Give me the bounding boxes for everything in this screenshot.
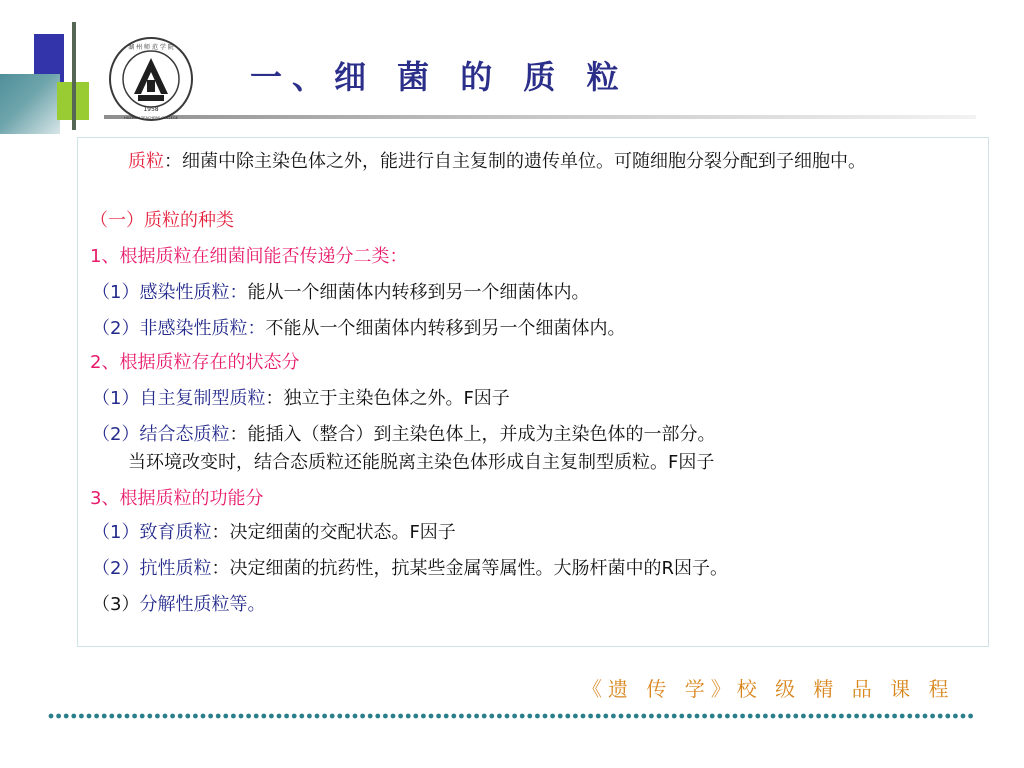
section-3-heading: 3、根据质粒的功能分	[90, 488, 264, 509]
decor-vertical-line	[72, 22, 76, 130]
divider-dot	[155, 714, 160, 719]
divider-dot	[391, 714, 396, 719]
divider-dot	[672, 714, 677, 719]
divider-dot	[284, 714, 289, 719]
section-1-item-1	[92, 282, 589, 304]
divider-dot	[885, 714, 890, 719]
divider-dot	[102, 714, 107, 719]
slide-title: 一、细 菌 的 质 粒	[250, 58, 629, 96]
divider-dot	[163, 714, 168, 719]
divider-dot	[961, 714, 966, 719]
item-term: 分解性质粒等。	[139, 594, 266, 615]
divider-dot	[277, 714, 282, 719]
divider-dot	[383, 714, 388, 719]
divider-dot	[771, 714, 776, 719]
divider-dot	[679, 714, 684, 719]
divider-dot	[436, 714, 441, 719]
divider-dot	[558, 714, 563, 719]
section-1-heading: 1、根据质粒在细菌间能否传递分二类：	[90, 246, 408, 267]
divider-dot	[125, 714, 130, 719]
divider-dot	[429, 714, 434, 719]
divider-dot	[862, 714, 867, 719]
divider-dot	[497, 714, 502, 719]
divider-dot	[292, 714, 297, 719]
divider-dot	[330, 714, 335, 719]
definition-text: ：细菌中除主染色体之外，能进行自主复制的遗传单位。可随细胞分裂分配到子细胞中。	[164, 151, 866, 172]
heading-plasmid-types: （一）质粒的种类	[90, 210, 234, 231]
divider-dot	[786, 714, 791, 719]
divider-dot	[755, 714, 760, 719]
divider-dot	[315, 714, 320, 719]
divider-dot	[717, 714, 722, 719]
decor-teal-square	[0, 74, 60, 134]
divider-dot	[740, 714, 745, 719]
divider-dot	[550, 714, 555, 719]
divider-dot	[239, 714, 244, 719]
divider-dot	[649, 714, 654, 719]
item-term: 致育质粒	[139, 522, 212, 543]
divider-dot	[778, 714, 783, 719]
logo-year: 1958	[143, 106, 159, 113]
divider-dot	[831, 714, 836, 719]
divider-dot	[216, 714, 221, 719]
divider-dot	[261, 714, 266, 719]
divider-dot	[71, 714, 76, 719]
divider-dot	[413, 714, 418, 719]
divider-dot	[193, 714, 198, 719]
section-2-heading: 2、根据质粒存在的状态分	[90, 352, 300, 373]
divider-dot	[626, 714, 631, 719]
section-2-item-2	[92, 424, 715, 446]
section-3-item-3	[92, 594, 265, 616]
divider-dot	[375, 714, 380, 719]
divider-dot	[109, 714, 114, 719]
section-3-item-1	[92, 522, 456, 544]
divider-dot	[147, 714, 152, 719]
section-3-item-2	[92, 558, 728, 580]
logo-top-text: 湖 州 师 范 学 院	[128, 44, 174, 51]
divider-dot	[793, 714, 798, 719]
divider-dot	[444, 714, 449, 719]
item-text: 能从一个细菌体内转移到另一个细菌体内。	[247, 282, 590, 303]
divider-dot	[953, 714, 958, 719]
divider-dot	[892, 714, 897, 719]
section-2-item-2-continuation: 当环境改变时，结合态质粒还能脱离主染色体形成自主复制型质粒。F因子	[128, 452, 715, 473]
divider-dot	[269, 714, 274, 719]
divider-dot	[657, 714, 662, 719]
divider-dot	[748, 714, 753, 719]
item-term: 感染性质粒：	[139, 282, 248, 303]
divider-dot	[117, 714, 122, 719]
divider-dot	[809, 714, 814, 719]
divider-dot	[246, 714, 251, 719]
divider-dot	[733, 714, 738, 719]
divider-dot	[816, 714, 821, 719]
item-term: 自主复制型质粒	[139, 388, 266, 409]
divider-dot	[695, 714, 700, 719]
divider-dot	[170, 714, 175, 719]
divider-dot	[527, 714, 532, 719]
divider-dot	[619, 714, 624, 719]
divider-dot	[178, 714, 183, 719]
divider-dot	[938, 714, 943, 719]
divider-dot	[398, 714, 403, 719]
item-term: 结合态质粒	[139, 424, 230, 445]
divider-dot	[573, 714, 578, 719]
divider-dot	[915, 714, 920, 719]
divider-dot	[482, 714, 487, 719]
divider-dot	[353, 714, 358, 719]
decor-horizontal-line	[104, 115, 976, 119]
divider-dot	[49, 714, 54, 719]
divider-dot	[201, 714, 206, 719]
divider-dot	[687, 714, 692, 719]
divider-dot	[801, 714, 806, 719]
definition-paragraph	[128, 148, 983, 176]
divider-dot	[725, 714, 730, 719]
item-number: （1）	[92, 522, 140, 543]
divider-dot	[603, 714, 608, 719]
college-logo	[108, 36, 194, 122]
divider-dot	[87, 714, 92, 719]
item-text: ：独立于主染色体之外。F因子	[265, 388, 510, 409]
divider-dot	[877, 714, 882, 719]
divider-dot	[710, 714, 715, 719]
divider-dot	[254, 714, 259, 719]
item-text: ：能插入（整合）到主染色体上，并成为主染色体的一部分。	[229, 424, 716, 445]
divider-dot	[588, 714, 593, 719]
item-text: ：决定细菌的抗药性，抗某些金属等属性。大肠杆菌中的R因子。	[211, 558, 728, 579]
divider-dot	[596, 714, 601, 719]
divider-dot	[208, 714, 213, 719]
divider-dot	[535, 714, 540, 719]
section-1-item-2	[92, 318, 625, 340]
divider-dot	[505, 714, 510, 719]
divider-dot	[581, 714, 586, 719]
item-text: ：决定细菌的交配状态。F因子	[211, 522, 456, 543]
divider-dot	[520, 714, 525, 719]
course-footer: 《遗 传 学》校 级 精 品 课 程	[582, 677, 955, 701]
divider-dot	[459, 714, 464, 719]
item-term: 抗性质粒	[139, 558, 212, 579]
divider-dot	[930, 714, 935, 719]
divider-dot	[945, 714, 950, 719]
item-number: （1）	[92, 388, 140, 409]
divider-dot	[223, 714, 228, 719]
divider-dot	[565, 714, 570, 719]
divider-dot	[824, 714, 829, 719]
divider-dot	[968, 714, 973, 719]
divider-dot	[854, 714, 859, 719]
logo-bottom-text: HUZHOU TEACHERS COLLEGE	[124, 116, 178, 120]
item-number: （2）	[92, 318, 140, 339]
divider-dot	[299, 714, 304, 719]
divider-dot	[467, 714, 472, 719]
divider-dot	[702, 714, 707, 719]
divider-dot	[64, 714, 69, 719]
divider-dot	[231, 714, 236, 719]
divider-dot	[634, 714, 639, 719]
divider-dot	[489, 714, 494, 719]
divider-dot	[512, 714, 517, 719]
divider-dot	[900, 714, 905, 719]
item-number: （2）	[92, 558, 140, 579]
divider-dot	[421, 714, 426, 719]
item-number: （2）	[92, 424, 140, 445]
divider-dot	[307, 714, 312, 719]
divider-dot	[839, 714, 844, 719]
item-number: （3）	[92, 594, 140, 615]
divider-dot	[337, 714, 342, 719]
divider-dot	[185, 714, 190, 719]
divider-dot	[869, 714, 874, 719]
divider-dot	[345, 714, 350, 719]
divider-dot	[763, 714, 768, 719]
divider-dot	[140, 714, 145, 719]
divider-dot	[923, 714, 928, 719]
item-term: 非感染性质粒：	[139, 318, 266, 339]
section-2-item-1	[92, 388, 510, 410]
divider-dot	[907, 714, 912, 719]
item-number: （1）	[92, 282, 140, 303]
divider-dot	[847, 714, 852, 719]
divider-dot	[543, 714, 548, 719]
divider-dot	[322, 714, 327, 719]
definition-term: 质粒	[128, 151, 164, 172]
divider-dot	[474, 714, 479, 719]
divider-dot	[360, 714, 365, 719]
item-text: 不能从一个细菌体内转移到另一个细菌体内。	[265, 318, 626, 339]
divider-dot	[79, 714, 84, 719]
divider-dot	[451, 714, 456, 719]
divider-dot	[94, 714, 99, 719]
divider-dot	[132, 714, 137, 719]
divider-dot	[406, 714, 411, 719]
dotted-divider	[48, 712, 978, 720]
divider-dot	[611, 714, 616, 719]
divider-dot	[664, 714, 669, 719]
divider-dot	[641, 714, 646, 719]
divider-dot	[56, 714, 61, 719]
divider-dot	[368, 714, 373, 719]
